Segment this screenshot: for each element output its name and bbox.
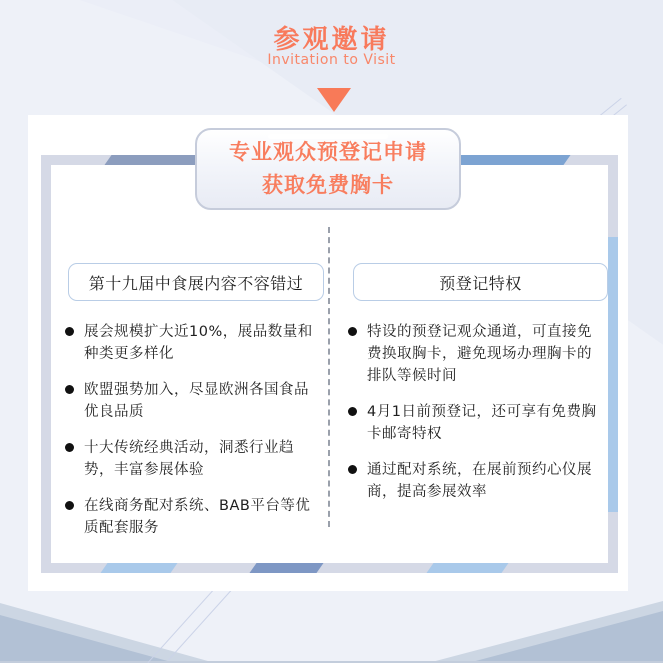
list-item — [65, 437, 315, 481]
frame-segment-bottom-light2 — [426, 563, 508, 573]
bullet-dot-icon — [65, 443, 74, 452]
bullet-text: 展会规模扩大近10%，展品数量和种类更多样化 — [84, 324, 313, 362]
right-bullet-list — [348, 321, 600, 517]
page-subtitle: Invitation to Visit — [267, 52, 396, 68]
bullet-text: 十大传统经典活动，洞悉行业趋势，丰富参展体验 — [84, 440, 294, 478]
frame-segment-top-blue — [451, 155, 570, 165]
bullet-text: 特设的预登记观众通道，可直接免费换取胸卡，避免现场办理胸卡的排队等候时间 — [367, 324, 592, 384]
list-item — [65, 379, 315, 423]
bullet-dot-icon — [348, 465, 357, 474]
invitation-card — [28, 115, 628, 591]
preregistration-headline-button[interactable] — [195, 128, 461, 210]
bullet-dot-icon — [348, 407, 357, 416]
bullet-dot-icon — [65, 385, 74, 394]
frame-segment-right-blue — [608, 237, 618, 512]
bullet-dot-icon — [65, 501, 74, 510]
bullet-text: 4月1日前预登记，还可享有免费胸卡邮寄特权 — [367, 404, 597, 442]
left-panel-header: 第十九届中食展内容不容错过 — [68, 263, 324, 301]
list-item — [348, 321, 600, 387]
pill-highlight-bar — [268, 134, 388, 139]
frame-segment-bottom-light1 — [100, 563, 177, 573]
frame-segment-bottom-dark — [249, 563, 323, 573]
bullet-text: 欧盟强势加入，尽显欧洲各国食品优良品质 — [84, 382, 309, 420]
bullet-dot-icon — [348, 327, 357, 336]
down-arrow-icon — [317, 88, 351, 112]
right-panel-header: 预登记特权 — [353, 263, 608, 301]
list-item — [65, 321, 315, 365]
list-item — [65, 495, 315, 539]
page-title: 参观邀请 — [273, 25, 390, 55]
left-bullet-list — [65, 321, 315, 553]
list-item — [348, 401, 600, 445]
bullet-dot-icon — [65, 327, 74, 336]
bullet-text: 通过配对系统，在展前预约心仪展商，提高参展效率 — [367, 462, 592, 500]
headline-line1: 专业观众预登记申请 — [229, 140, 427, 165]
dotted-column-divider — [328, 227, 330, 527]
list-item — [348, 459, 600, 503]
bullet-text: 在线商务配对系统、BAB平台等优质配套服务 — [84, 498, 311, 536]
decorative-diagonal-line — [167, 580, 240, 661]
headline-line2: 获取免费胸卡 — [262, 173, 394, 197]
